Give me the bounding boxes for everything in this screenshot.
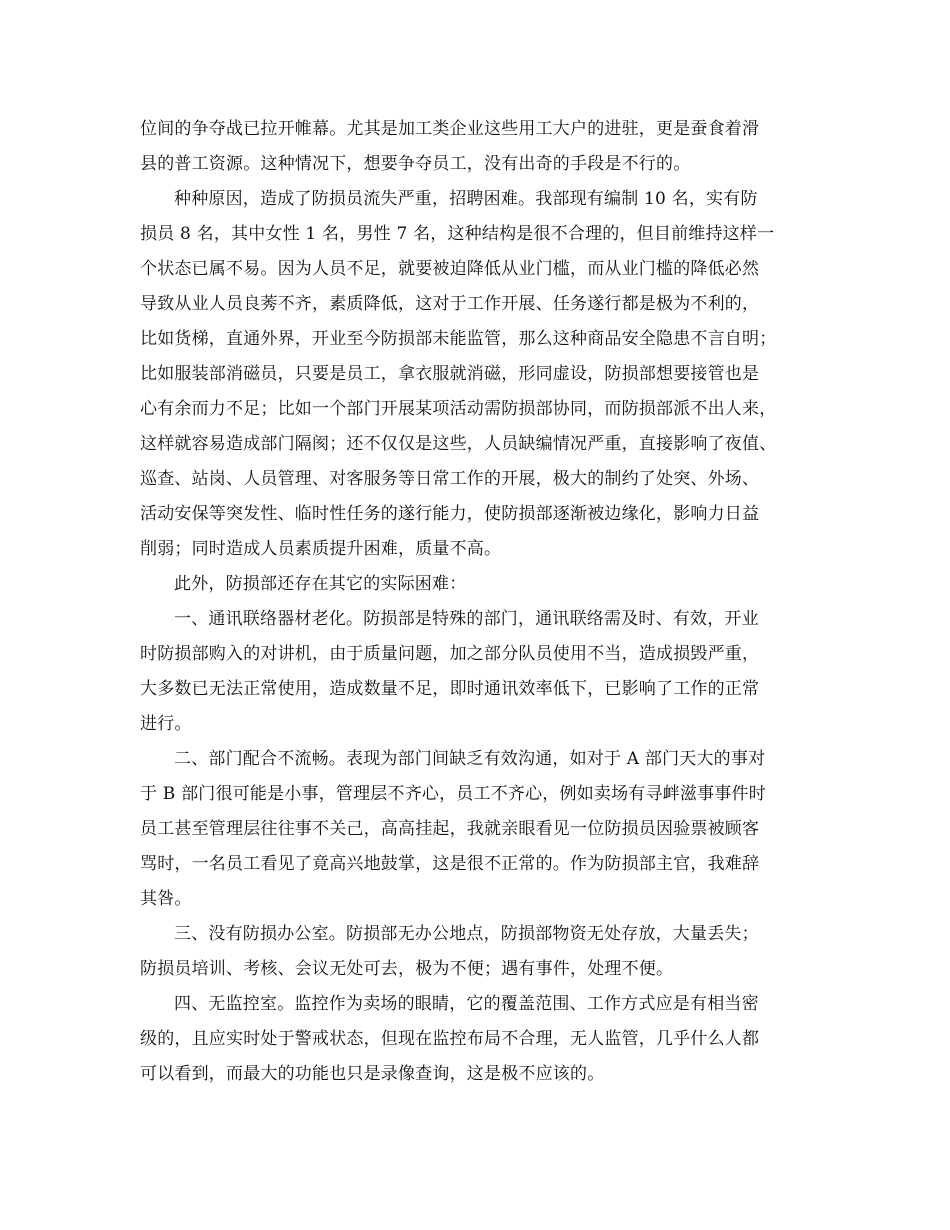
text-line: 活动安保等突发性、临时性任务的遂行能力，使防损部逐渐被边缘化，影响力日益 bbox=[140, 504, 760, 524]
text-line: 其咎。 bbox=[140, 889, 192, 909]
text-line: 于 B 部门很可能是小事，管理层不齐心，员工不齐心，例如卖场有寻衅滋事事件时 bbox=[140, 784, 766, 804]
text-line: 比如服装部消磁员，只要是员工，拿衣服就消磁，形同虚设，防损部想要接管也是 bbox=[140, 364, 760, 384]
text-line: 防损员培训、考核、会议无处可去，极为不便；遇有事件，处理不便。 bbox=[140, 959, 674, 979]
paragraph-start-line: 此外，防损部还存在其它的实际困难： bbox=[174, 574, 467, 594]
text-line: 县的普工资源。这种情况下，想要争夺员工，没有出奇的手段是不行的。 bbox=[140, 154, 691, 174]
paragraph-start-line: 三、没有防损办公室。防损部无办公地点，防损部物资无处存放，大量丢失； bbox=[174, 924, 759, 944]
text-line: 时防损部购入的对讲机，由于质量问题，加之部分队员使用不当，造成损毁严重， bbox=[140, 644, 760, 664]
text-line: 削弱；同时造成人员素质提升困难，质量不高。 bbox=[140, 539, 502, 559]
text-line: 损员 8 名，其中女性 1 名，男性 7 名，这种结构是很不合理的，但目前维持这样一 bbox=[140, 224, 775, 244]
text-line: 进行。 bbox=[140, 714, 192, 734]
paragraph-start-line: 一、通讯联络器材老化。防损部是特殊的部门，通讯联络需及时、有效，开业 bbox=[174, 609, 759, 629]
text-line: 巡查、站岗、人员管理、对客服务等日常工作的开展，极大的制约了处突、外场、 bbox=[140, 469, 760, 489]
text-line: 员工甚至管理层往往事不关己，高高挂起，我就亲眼看见一位防损员因验票被顾客 bbox=[140, 819, 760, 839]
text-line: 个状态已属不易。因为人员不足，就要被迫降低从业门槛，而从业门槛的降低必然 bbox=[140, 259, 760, 279]
text-line: 导致从业人员良莠不齐，素质降低，这对于工作开展、任务遂行都是极为不利的， bbox=[140, 294, 760, 314]
document-body bbox=[140, 112, 830, 1092]
paragraph-start-line: 二、部门配合不流畅。表现为部门间缺乏有效沟通，如对于 A 部门天大的事对 bbox=[174, 749, 766, 769]
text-line: 比如货梯，直通外界，开业至今防损部未能监管，那么这种商品安全隐患不言自明； bbox=[140, 329, 777, 349]
text-line: 可以看到，而最大的功能也只是录像查询，这是极不应该的。 bbox=[140, 1064, 605, 1084]
paragraph-start-line: 四、无监控室。监控作为卖场的眼睛，它的覆盖范围、工作方式应是有相当密 bbox=[174, 994, 759, 1014]
text-line: 心有余而力不足；比如一个部门开展某项活动需防损部协同，而防损部派不出人来， bbox=[140, 399, 777, 419]
text-line: 大多数已无法正常使用，造成数量不足，即时通讯效率低下，已影响了工作的正常 bbox=[140, 679, 760, 699]
text-line: 级的，且应实时处于警戒状态，但现在监控布局不合理，无人监管，几乎什么人都 bbox=[140, 1029, 760, 1049]
paragraph-start-line: 种种原因，造成了防损员流失严重，招聘困难。我部现有编制 10 名，实有防 bbox=[174, 189, 758, 209]
text-line: 位间的争夺战已拉开帷幕。尤其是加工类企业这些用工大户的进驻，更是蚕食着滑 bbox=[140, 119, 760, 139]
text-line: 这样就容易造成部门隔阂；还不仅仅是这些，人员缺编情况严重，直接影响了夜值、 bbox=[140, 434, 777, 454]
text-line: 骂时，一名员工看见了竟高兴地鼓掌，这是很不正常的。作为防损部主官，我难辞 bbox=[140, 854, 760, 874]
